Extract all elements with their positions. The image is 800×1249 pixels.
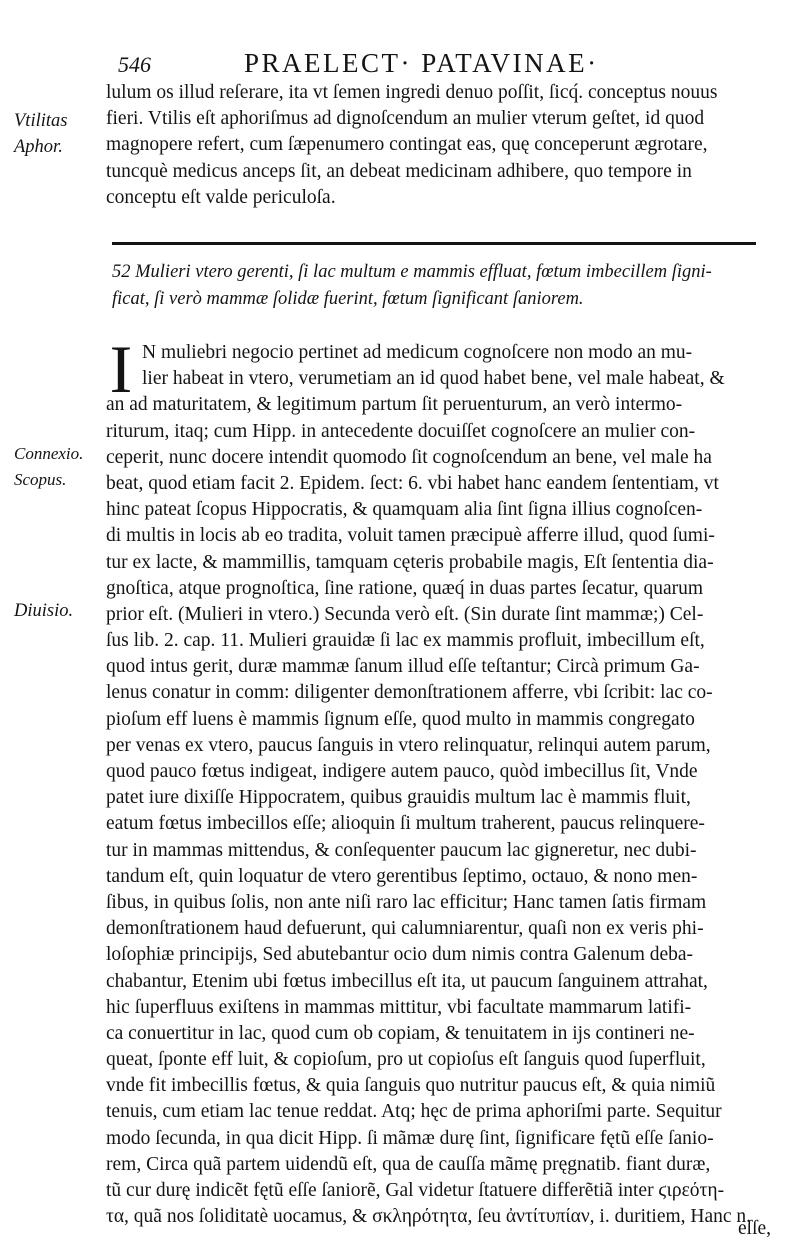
text-line: τα, quã nos ſoliditatè uocamus, & σκληρότητα, ſeu ἀντίτυπίαν, i. duritiem, Hanc n. [106,1206,752,1228]
text-line: prior eſt. (Mulieri in vtero.) Secunda verò eſt. (Sin durate ſint mammæ;) Cel- [106,603,704,625]
text-line: fieri. Vtilis eſt aphoriſmus ad dignoſcendum an mulier vterum geſtet, id quod [106,108,705,130]
text-line: beat, quod etiam facit 2. Epidem. ſect: 6. vbi habet hanc eandem ſententiam, vt [106,472,719,494]
text-line: tur ex lacte, & mammillis, tamquam cęteris probabile magis, Eſt ſententia dia- [106,551,714,573]
marginal-note-connexio: Connexio. [14,444,84,463]
text-line: ſibus, in quibus ſolis, non ante niſi raro lac efficitur; Hanc tamen ſatis firmam [106,891,707,913]
text-line: ca conuertitur in lac, quod cum ob copiam, & tenuitatem in ijs contineri ne- [106,1022,695,1044]
text-line: N muliebri negocio pertinet ad medicum cognoſcere non modo an mu- [142,342,693,363]
text-line: di multis in locis ab eo tradita, voluit tamen præcipuè afferre illud, quod ſumi- [106,525,715,547]
aphorism-line: ficat, ſi verò mammæ ſolidæ fuerint, fœtum ſignificant ſaniorem. [112,289,584,309]
drop-cap-initial: I [109,331,133,407]
text-line: ſus lib. 2. cap. 11. Mulieri grauidæ ſi lac ex mammis profluit, imbecillum eſt, [106,630,705,652]
marginal-note-diuisio: Diuisio. [14,601,74,621]
text-line: hinc pateat ſcopus Hippocratis, & quamquam alia ſint ſigna illius cognoſcen- [106,499,703,521]
text-line: tũ cur durę indicẽt fętũ eſſe ſaniorẽ, Gal videtur ſtatuere differẽtiã inter ϛιρεότη- [106,1180,725,1201]
text-line: modo ſecunda, in qua dicit Hipp. ſi mãmæ durę ſint, ſignificare fętũ eſſe ſanio- [106,1127,714,1149]
aphorism-text [112,259,772,313]
text-line: per venas ex vtero, paucus ſanguis in vtero relinquatur, relinqui autem parum, [106,734,711,756]
text-line: patet iure dixiſſe Hippocratem, quibus grauidis multum lac è mammis fluit, [106,787,691,809]
text-line: tur in mammas mittendus, & conſequenter paucum lac gigneretur, nec dubi- [106,839,697,861]
text-line: pioſum eff luens è mammis ſignum eſſe, quod multo in mammis congregato [106,708,695,730]
text-line: demonſtrationem haud defuerunt, qui calumniarentur, quaſi non ex veris phi- [106,918,704,940]
page-number: 546 [118,52,151,77]
running-title: PRAELECT· PATAVINAE· [244,48,599,78]
text-line: gnoſtica, atque prognoſtica, ſine ratione, quæq́ in duas partes ſecatur, quarum [106,577,704,599]
text-line: an ad maturitatem, & legitimum partum ſit peruenturum, an verò intermo- [106,394,683,416]
text-line: magnopere refert, cum ſæpenumero contingat eas, quę conceperunt ægrotare, [106,134,708,156]
text-line: hic ſuperfluus exiſtens in mammas mittitur, vbi facultate mammarum latifi- [106,996,692,1018]
section-divider [112,242,756,245]
text-line: lier habeat in vtero, verumetiam an id quod habet bene, vel male habeat, & [142,368,725,390]
text-line: rem, Circa quã partem uidendũ eſt, qua de cauſſa mãmę pręgnatib. fiant duræ, [106,1153,711,1175]
text-line: vnde fit imbecillis fœtus, & quia ſanguis quo nutritur paucus eſt, & quia nimiũ [106,1075,716,1097]
aphorism-line: 52 Mulieri vtero gerenti, ſi lac multum e mammis effluat, fœtum imbecillem ſigni- [112,262,712,282]
text-line: riturum, itaq; cum Hipp. in antecedente docuiſſet cognoſcere an mulier con- [106,420,696,442]
text-line: ceperit, nunc docere intendit quomodo ſit cognoſcendum an bene, vel male ha [106,446,712,468]
marginal-note-aphor: Aphor. [14,137,63,157]
text-line: quod pauco fœtus indigeat, indigere autem pauco, quòd imbecillus ſit, Vnde [106,761,698,782]
text-line: lenus conatur in comm: diligenter demonſtrationem afferre, vbi ſcribit: lac co- [106,682,713,704]
page-header [0,48,800,84]
text-line: tandum eſt, quin loquatur de vtero gerentibus ſeptimo, octauo, & nono men- [106,865,698,887]
text-line: tenuis, cum etiam lac tenue reddat. Atq; hęc de prima aphoriſmi parte. Sequitur [106,1101,722,1123]
preceding-commentary [106,80,766,211]
text-line: eatum fœtus imbecillos eſſe; alioquin ſi multum traherent, paucus relinquere- [106,813,705,835]
text-line: chabantur, Etenim ubi fœtus imbecillus eſt ita, ut paucum ſanguinem attrahat, [106,970,708,992]
text-line: loſophiæ principijs, Sed abutebantur ocio dum nimis contra Galenum deba- [106,944,694,966]
text-line: queat, ſponte eff luit, & copioſum, pro ut copioſus eſt ſanguis quod ſuperfluit, [106,1049,706,1071]
text-line: tuncquè medicus anceps ſit, an debeat medicinam adhibere, quo tempore in [106,160,692,182]
text-line: lulum os illud reſerare, ita vt ſemen ingredi denuo poſſit, ſicq́. conceptus nouus [106,82,718,103]
marginal-note-utilitas: Vtilitas [14,111,68,131]
commentary-body [106,331,766,1230]
text-line: conceptu eſt valde periculoſa. [106,186,336,208]
marginal-note-scopus: Scopus. [14,470,67,489]
catchword: eſſe, [738,1218,772,1239]
text-line: quod intus gerit, duræ mammæ ſanum illud eſſe teſtantur; Circà primum Ga- [106,656,700,678]
